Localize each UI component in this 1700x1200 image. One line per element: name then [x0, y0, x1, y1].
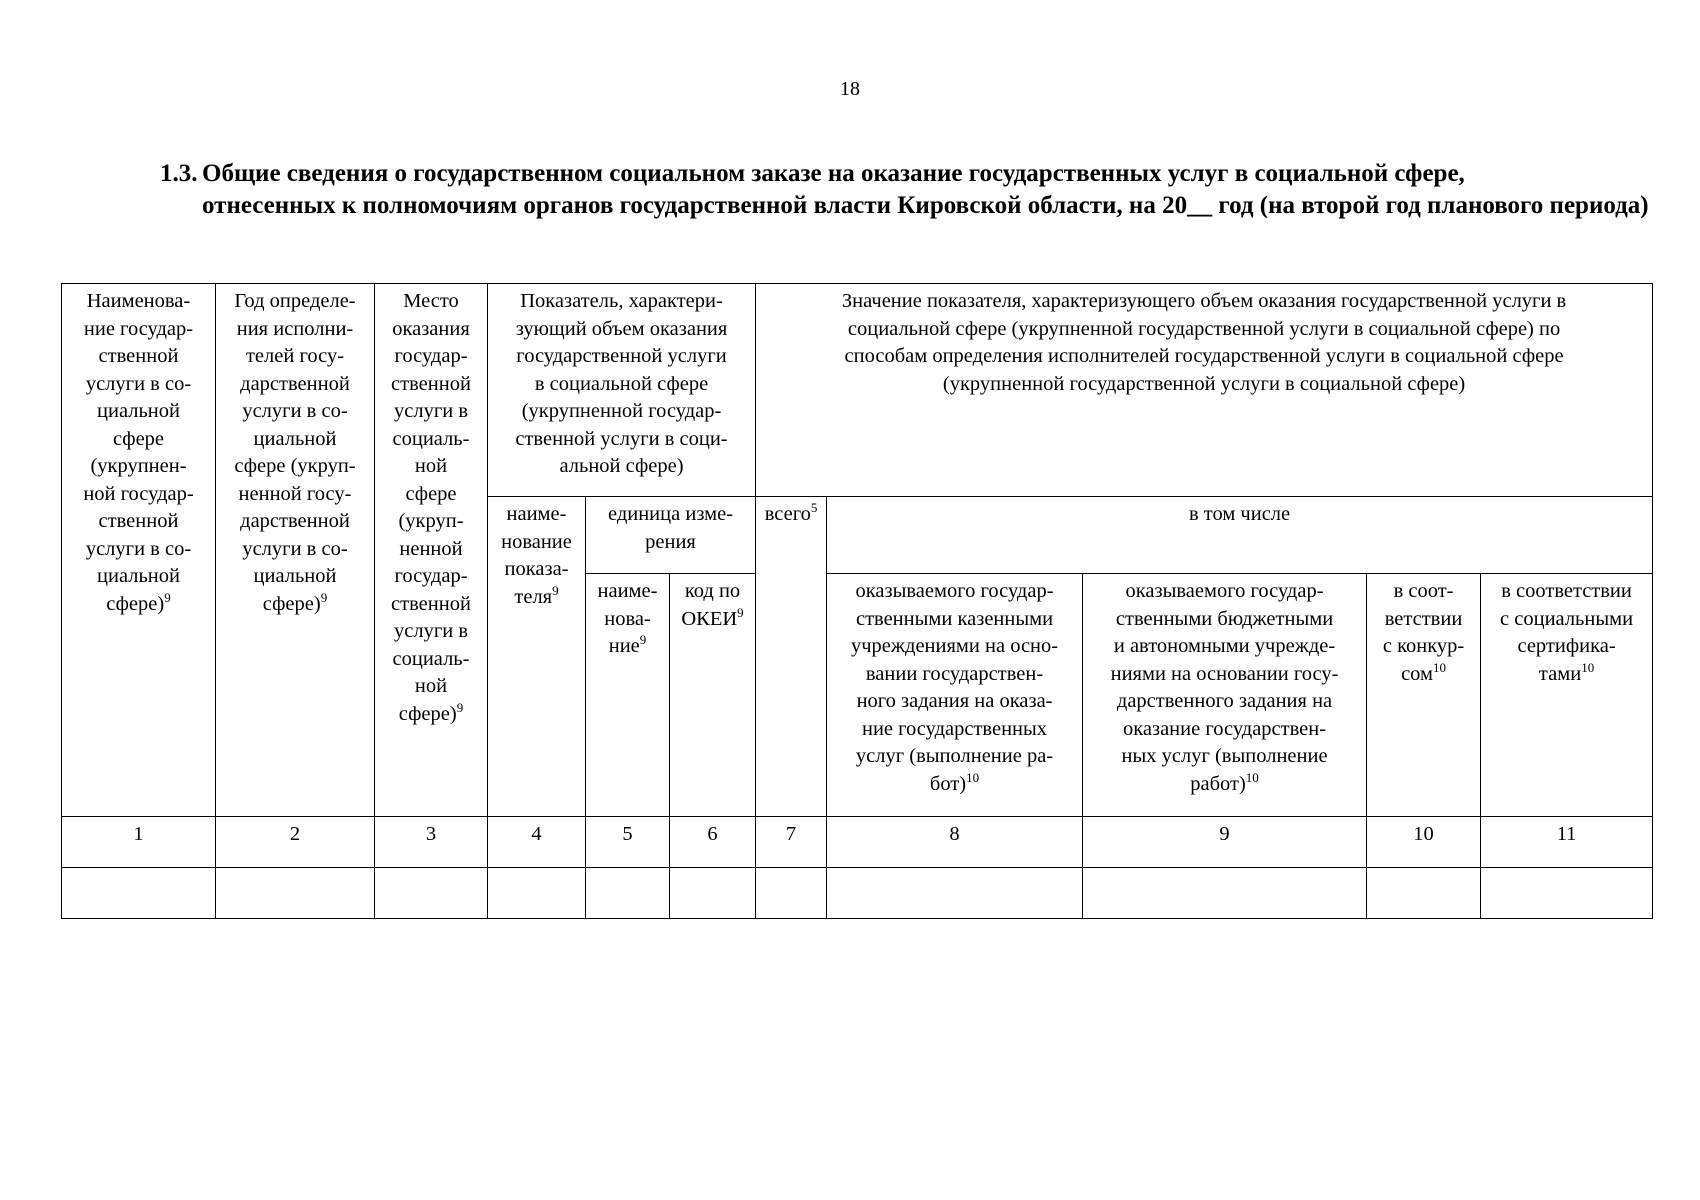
column-number: 1 [62, 817, 216, 868]
column-number-row [62, 817, 1653, 868]
header-budget-autonomous-institutions: оказываемого государ- ственными бюджетными и автономными учрежде- ниями на основании госу- дарственного задания на оказание государствен- ных услуг (выполнение работ)$^{10}$ [1083, 574, 1367, 817]
footnote-ref: 10 [1433, 659, 1446, 675]
section-heading [160, 158, 1652, 222]
footnote-ref: 5 [810, 500, 818, 516]
social-order-table [61, 283, 1653, 919]
table-cell [1083, 868, 1367, 919]
header-total: всего$^5$ [756, 497, 827, 817]
table-cell [375, 868, 488, 919]
header-indicator-name: наиме- нование показа- теля$^9$ [488, 497, 586, 817]
column-number: 5 [586, 817, 670, 868]
page-number: 18 [840, 78, 860, 100]
table-cell [62, 868, 216, 919]
column-number: 8 [827, 817, 1083, 868]
column-number: 3 [375, 817, 488, 868]
table-cell [488, 868, 586, 919]
table-cell [827, 868, 1083, 919]
footnote-ref: 9 [639, 632, 647, 648]
table-cell [586, 868, 670, 919]
header-including: в том числе [827, 497, 1653, 574]
table-cell [756, 868, 827, 919]
footnote-ref: 10 [1245, 769, 1259, 785]
table-cell [216, 868, 375, 919]
header-by-social-certificates: в соответствии с социальными сертифика- тами$^{10}$ [1481, 574, 1653, 817]
column-number: 4 [488, 817, 586, 868]
column-number: 2 [216, 817, 375, 868]
heading-line-rest: отнесенных к полномочиям органов государственной власти Кировской области, на 20__ год (на второй год планового периода) [202, 192, 1649, 219]
footnote-ref: 9 [456, 699, 464, 715]
header-unit-name: наиме- нова- ние$^9$ [586, 574, 670, 817]
footnote-ref: 9 [320, 589, 328, 605]
header-state-institutions: оказываемого государ- ственными казенными учреждениями на осно- вании государствен- ного задания на оказа- ние государственных услуг (выполнение ра- бот)$^{10}$ [827, 574, 1083, 817]
header-unit-of-measure: единица изме- рения [586, 497, 756, 574]
header-service-location: Место оказания государ- ственной услуги в социаль- ной сфере (укруп- ненной государ- ственной услуги в социаль- ной сфере)$^9$ [375, 284, 488, 817]
column-number: 7 [756, 817, 827, 868]
table-cell [1481, 868, 1653, 919]
header-okei-code: код по ОКЕИ$^9$ [670, 574, 756, 817]
header-row-1 [62, 284, 1653, 497]
column-number: 10 [1367, 817, 1481, 868]
empty-data-row [62, 868, 1653, 919]
column-number: 6 [670, 817, 756, 868]
section-number: 1.3. [160, 160, 198, 187]
header-indicator-value: Значение показателя, характеризующего объем оказания государственной услуги в социальной сфере (укрупненной государственной услуги в социальной сфере) по способам определения исполнителей государственной услуги в социальной сфере (укрупненной государственной услуги в социальной сфере) [756, 284, 1653, 497]
footnote-ref: 9 [737, 604, 744, 620]
table-cell [1367, 868, 1481, 919]
footnote-ref: 10 [1581, 659, 1595, 675]
header-volume-indicator: Показатель, характери- зующий объем оказания государственной услуги в социальной сфере (укрупненной государ- ственной услуги в соци- альной сфере) [488, 284, 756, 497]
heading-line-1: Общие сведения о государственном социальном заказе на оказание государственных услуг в социальной сфере, [202, 160, 1465, 187]
footnote-ref: 10 [966, 769, 980, 785]
header-year-of-determination: Год определе- ния исполни- телей госу- дарственной услуги в со- циальной сфере (укруп- ненной госу- дарственной услуги в со- циальной сфере)$^9$ [216, 284, 375, 817]
header-by-competition: в соот- ветствии с конкур- сом$^{10}$ [1367, 574, 1481, 817]
footnote-ref: 9 [164, 589, 171, 605]
column-number: 9 [1083, 817, 1367, 868]
column-number: 11 [1481, 817, 1653, 868]
footnote-ref: 9 [552, 582, 559, 598]
header-service-name: Наименова- ние государ- ственной услуги в со- циальной сфере (укрупнен- ной государ- ственной услуги в со- циальной сфере)$^9$ [62, 284, 216, 817]
table-cell [670, 868, 756, 919]
